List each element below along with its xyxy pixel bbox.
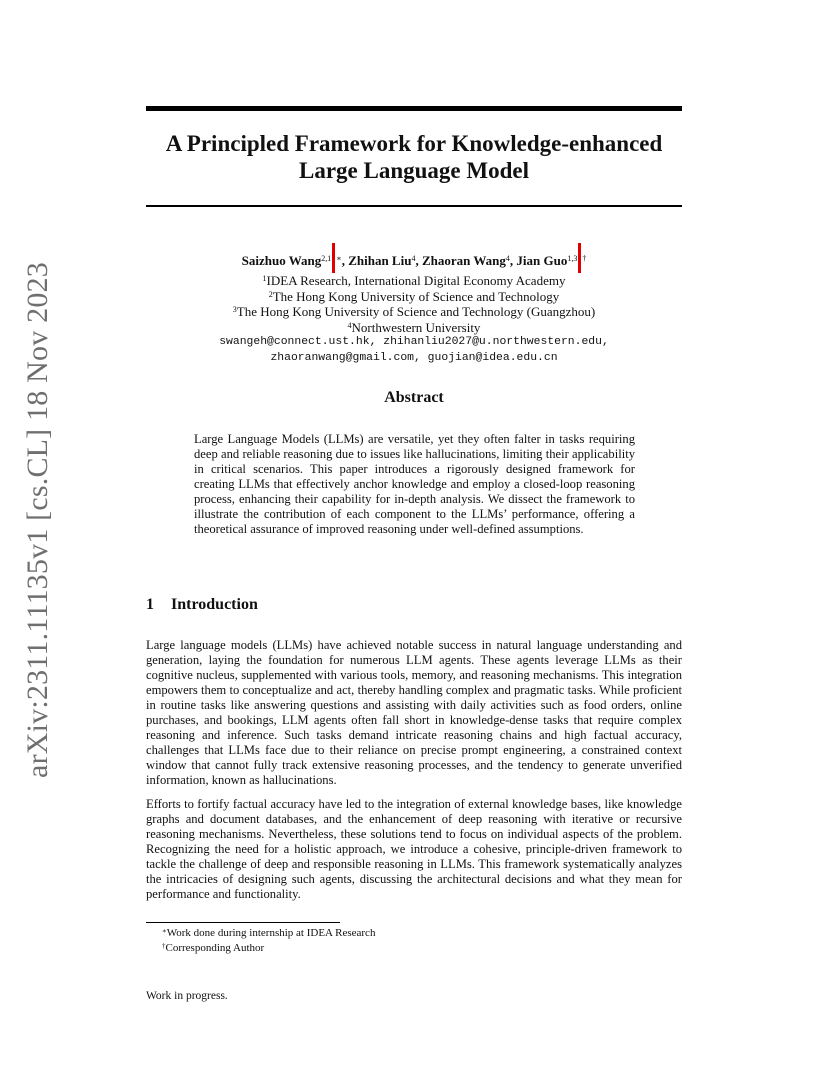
footnote-rule bbox=[146, 922, 340, 923]
title-bottom-rule bbox=[146, 205, 682, 207]
author-note-mark: † bbox=[582, 254, 587, 263]
footnotes bbox=[162, 926, 375, 956]
paper-title bbox=[146, 130, 682, 184]
intro-paragraph-1: Large language models (LLMs) have achieved notable success in natural language understanding and generation, laying the foundation for numerous LLM agents. These agents leverage LLMs as their cognitive nucleus, supplemented with various tools, memory, and reasoning mechanisms. This integration empowers them to conceptualize and act, thereby handling complex and pragmatic tasks. While proficient in routine tasks like answering questions and assisting with daily activities such as food orders, online purchases, and bookings, LLM agents often fall short in knowledge-dense tasks that require complex reasoning and inference. Such tasks demand intricate reasoning chains and high factual accuracy, challenges that LLMs face due to their reliance on precise prompt engineering, a constrained context window that cannot fully track extensive reasoning processes, and the tendency to generate unverified information, known as hallucinations. bbox=[146, 638, 682, 787]
section-number: 1 bbox=[146, 596, 154, 613]
author-name: Zhihan Liu bbox=[348, 253, 412, 268]
author-affiliation: 2,1 bbox=[321, 254, 332, 263]
red-annotation-mark bbox=[332, 243, 335, 273]
email-line-2: zhaoranwang@gmail.com, guojian@idea.edu.cn bbox=[270, 351, 558, 364]
abstract-text: Large Language Models (LLMs) are versatile, yet they often falter in tasks requiring deep and reliable reasoning due to issues like hallucinations, limiting their applicability in critical scenarios. This paper introduces a rigorously designed framework for creating LLMs that effectively anchor knowledge and employ a closed-loop reasoning process, enhancing their capability for in-depth analysis. We dissect the framework to illustrate the contribution of each component to the LLMs’ performance, offering a theoretical assurance of improved reasoning under well-defined assumptions. bbox=[194, 432, 635, 536]
author-affiliation: 4 bbox=[411, 254, 416, 263]
section-heading bbox=[146, 596, 258, 614]
footnote: ∗Work done during internship at IDEA Research bbox=[162, 927, 376, 939]
footer-note: Work in progress. bbox=[146, 990, 228, 1002]
red-annotation-mark bbox=[578, 243, 581, 273]
footnote: †Corresponding Author bbox=[162, 942, 265, 954]
affiliation-line: $^3$The Hong Kong University of Science and Technology (Guangzhou) bbox=[232, 304, 596, 319]
author-block bbox=[146, 243, 682, 366]
title-line-1: A Principled Framework for Knowledge-enhanced bbox=[165, 131, 663, 156]
author-note-mark: ∗ bbox=[336, 254, 342, 263]
author-names: Saizhuo Wang$^{2,1}$ ∗, Zhihan Liu$^4$, Zhaoran Wang$^4$, Jian Guo$^{1,3}$ † bbox=[146, 243, 682, 273]
author-name: Saizhuo Wang bbox=[241, 253, 322, 268]
affiliation-line: $^1$IDEA Research, International Digital Economy Academy bbox=[262, 273, 566, 288]
author-name: Zhaoran Wang bbox=[421, 253, 506, 268]
intro-paragraph-2: Efforts to fortify factual accuracy have led to the integration of external knowledge bases, like knowledge graphs and document databases, and the enhancement of deep reasoning with iterative or recursive reasoning mechanisms. Nevertheless, these solutions tend to focus on individual aspects of the problem. Recognizing the need for a holistic approach, we introduce a cohesive, principle-driven framework to tackle the challenge of deep and responsible reasoning in LLMs. This framework systematically analyzes the intricacies of designing such agents, discussing the architectural decisions and what they mean for performance and functionality. bbox=[146, 797, 682, 901]
email-line-1: swangeh@connect.ust.hk, zhihanliu2027@u.northwestern.edu, bbox=[219, 336, 609, 348]
section-title: Introduction bbox=[171, 596, 258, 613]
title-top-rule bbox=[146, 106, 682, 111]
title-line-2: Large Language Model bbox=[299, 158, 529, 183]
affiliation-line: $^4$Northwestern University bbox=[347, 319, 481, 335]
author-affiliation: 4 bbox=[505, 254, 510, 263]
author-affiliation: 1,3 bbox=[567, 254, 578, 263]
affiliation-line: $^2$The Hong Kong University of Science and Technology bbox=[268, 288, 560, 304]
abstract-heading: Abstract bbox=[384, 389, 444, 406]
author-name: Jian Guo bbox=[516, 253, 568, 268]
arxiv-identifier-text: arXiv:2311.11135v1 [cs.CL] 18 Nov 2023 bbox=[21, 262, 54, 778]
